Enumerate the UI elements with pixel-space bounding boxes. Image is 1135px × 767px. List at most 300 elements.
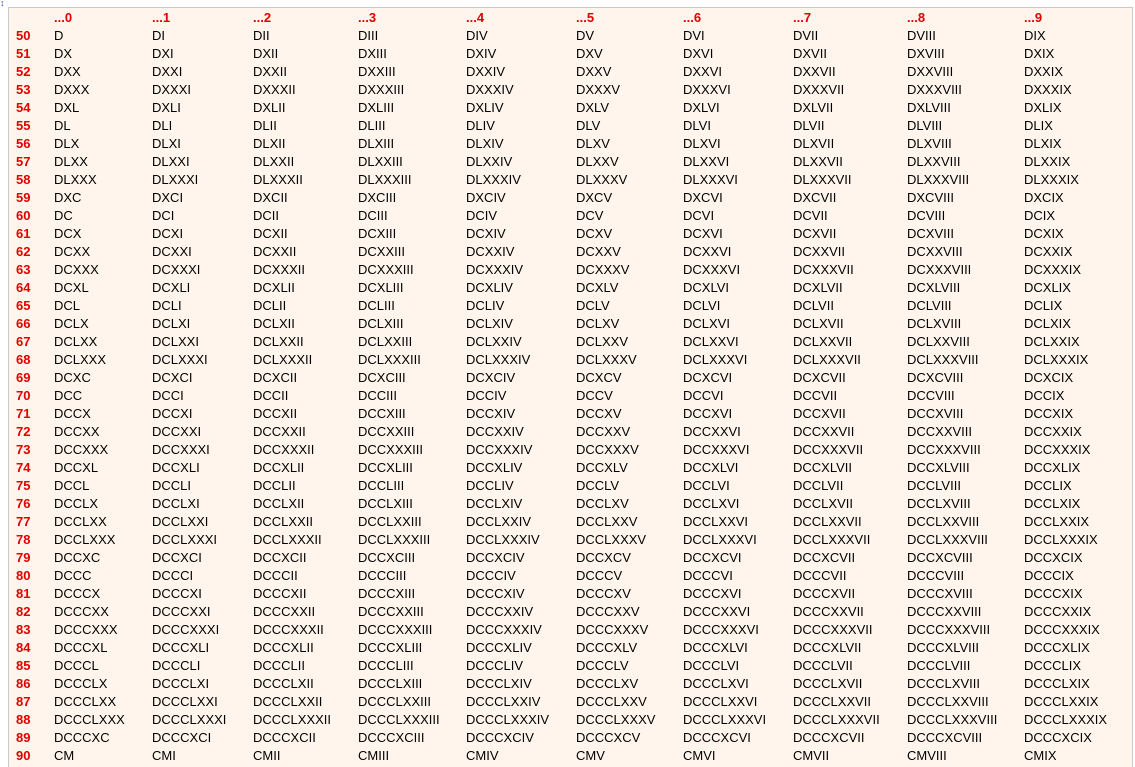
roman-numeral-cell: DXXV	[576, 64, 612, 79]
roman-numeral-cell: DXCVIII	[907, 190, 954, 205]
table-row	[9, 405, 1122, 423]
roman-numeral-cell: DXLV	[576, 100, 609, 115]
column-header: ...0	[54, 10, 73, 25]
roman-numeral-cell: DVIII	[907, 28, 936, 43]
roman-numeral-cell: DCXXX	[54, 262, 99, 277]
row-header: 82	[16, 604, 31, 619]
roman-numeral-cell: DCXCIII	[358, 370, 406, 385]
roman-numeral-cell: DLXII	[253, 136, 286, 151]
roman-numeral-cell: DCCXXVIII	[907, 424, 973, 439]
row-header: 68	[16, 352, 31, 367]
roman-numeral-cell: DCCCLXVII	[793, 676, 863, 691]
roman-numeral-cell: DCVIII	[907, 208, 946, 223]
roman-numeral-cell: DCCCXCVII	[793, 730, 865, 745]
roman-numeral-cell: DCXIX	[1024, 226, 1064, 241]
roman-numeral-cell: DCCXXXIII	[358, 442, 424, 457]
table-row	[9, 387, 1122, 405]
roman-numeral-cell: DLXI	[152, 136, 181, 151]
roman-numeral-cell: DCLI	[152, 298, 182, 313]
roman-numeral-cell: DCCX	[54, 406, 91, 421]
roman-numeral-cell: DCLXXXII	[253, 352, 313, 367]
roman-numeral-cell: DCCLXVI	[683, 496, 740, 511]
row-header: 63	[16, 262, 31, 277]
roman-numeral-cell: DCCCLXIX	[1024, 676, 1090, 691]
table-row	[9, 693, 1122, 711]
roman-numeral-cell: DCCCLXVIII	[907, 676, 980, 691]
roman-numeral-cell: DCCXIX	[1024, 406, 1074, 421]
roman-numeral-cell: DCCLXXIII	[358, 514, 422, 529]
roman-numeral-cell: DCCCL	[54, 658, 99, 673]
row-header: 83	[16, 622, 31, 637]
table-row	[9, 117, 1122, 135]
roman-numeral-cell: CMV	[576, 748, 605, 763]
roman-numeral-table-panel	[8, 7, 1133, 767]
roman-numeral-cell: DCCCIX	[1024, 568, 1074, 583]
roman-numeral-cell: DCCLXXIX	[1024, 514, 1090, 529]
table-row	[9, 153, 1122, 171]
row-header: 70	[16, 388, 31, 403]
roman-numeral-cell: DCCCXIX	[1024, 586, 1083, 601]
roman-numeral-cell: DCXLIX	[1024, 280, 1071, 295]
roman-numeral-cell: DCXLVIII	[907, 280, 961, 295]
roman-numeral-cell: DCCLXXXIV	[466, 532, 540, 547]
roman-numeral-cell: DII	[253, 28, 270, 43]
roman-numeral-cell: DXXXII	[253, 82, 296, 97]
roman-numeral-cell: DCXLVI	[683, 280, 729, 295]
roman-numeral-cell: DXIII	[358, 46, 387, 61]
roman-numeral-cell: DCCXVI	[683, 406, 733, 421]
roman-numeral-cell: DXXXVIII	[907, 82, 962, 97]
roman-numeral-cell: DCLXXXIII	[358, 352, 421, 367]
roman-numeral-cell: DCCCXVIII	[907, 586, 973, 601]
roman-numeral-cell: DXXXIV	[466, 82, 514, 97]
roman-numeral-cell: DCCCLIX	[1024, 658, 1082, 673]
roman-numeral-cell: DLXXXI	[152, 172, 199, 187]
roman-numeral-cell: DCCI	[152, 388, 184, 403]
row-header: 62	[16, 244, 31, 259]
roman-numeral-cell: DCXLII	[253, 280, 295, 295]
roman-numeral-cell: DCCVI	[683, 388, 724, 403]
roman-numeral-cell: DCCCXLV	[576, 640, 638, 655]
roman-numeral-cell: DCCCXCV	[576, 730, 641, 745]
roman-numeral-cell: DLX	[54, 136, 80, 151]
roman-numeral-cell: DCCXLII	[253, 460, 305, 475]
roman-numeral-cell: DLXV	[576, 136, 610, 151]
roman-numeral-cell: D	[54, 28, 64, 43]
roman-numeral-cell: DCLXXXVII	[793, 352, 861, 367]
roman-numeral-cell: DCCCXXVIII	[907, 604, 982, 619]
table-row	[9, 81, 1122, 99]
roman-numeral-cell: CMIV	[466, 748, 499, 763]
table-row	[9, 639, 1122, 657]
row-header: 74	[16, 460, 31, 475]
roman-numeral-cell: DCLXXI	[152, 334, 199, 349]
roman-numeral-cell: DCCCXLIX	[1024, 640, 1090, 655]
roman-numeral-cell: DCCIV	[466, 388, 507, 403]
roman-numeral-cell: DCCCLXI	[152, 676, 210, 691]
row-header: 85	[16, 658, 31, 673]
roman-numeral-cell: DXXVI	[683, 64, 723, 79]
roman-numeral-cell: DCCCXLVIII	[907, 640, 979, 655]
roman-numeral-cell: DCCLVIII	[907, 478, 961, 493]
roman-numeral-cell: DCLXII	[253, 316, 295, 331]
roman-numeral-cell: DLII	[253, 118, 277, 133]
roman-numeral-cell: DCLXXII	[253, 334, 304, 349]
row-header: 71	[16, 406, 31, 421]
roman-numeral-cell: DCCXXXI	[152, 442, 210, 457]
roman-numeral-cell: DCXCVIII	[907, 370, 964, 385]
roman-numeral-cell: DCLXXXIX	[1024, 352, 1089, 367]
roman-numeral-cell: DCCLXIII	[358, 496, 413, 511]
roman-numeral-cell: DCCXXXVIII	[907, 442, 981, 457]
roman-numeral-cell: DCLXIX	[1024, 316, 1071, 331]
table-row	[9, 603, 1122, 621]
roman-numeral-cell: DCCXL	[54, 460, 99, 475]
roman-numeral-cell: DCCXIV	[466, 406, 516, 421]
roman-numeral-cell: DVI	[683, 28, 705, 43]
roman-numeral-cell: DCCCXXIV	[466, 604, 534, 619]
row-header: 72	[16, 424, 31, 439]
roman-numeral-cell: DXLIV	[466, 100, 504, 115]
roman-numeral-cell: DCCLXVII	[793, 496, 853, 511]
roman-numeral-cell: DXCV	[576, 190, 613, 205]
row-header: 86	[16, 676, 31, 691]
roman-numeral-cell: DCCCLX	[54, 676, 108, 691]
roman-numeral-cell: DCCCXXIX	[1024, 604, 1092, 619]
roman-numeral-cell: DCLXXXVI	[683, 352, 748, 367]
table-row	[9, 27, 1122, 45]
roman-numeral-cell: DCCCXLII	[253, 640, 314, 655]
roman-numeral-cell: DCCXLIV	[466, 460, 523, 475]
roman-numeral-cell: DCCCLV	[576, 658, 629, 673]
row-header: 79	[16, 550, 31, 565]
table-row	[9, 423, 1122, 441]
table-row	[9, 243, 1122, 261]
column-header: ...7	[793, 10, 812, 25]
roman-numeral-cell: DCCXXIX	[1024, 424, 1082, 439]
table-row	[9, 135, 1122, 153]
roman-numeral-cell: DCCCLXIII	[358, 676, 423, 691]
roman-numeral-cell: DXXXIII	[358, 82, 405, 97]
roman-numeral-cell: DV	[576, 28, 595, 43]
roman-numeral-cell: DCCXXXIV	[466, 442, 533, 457]
roman-numeral-cell: DCCCXCIX	[1024, 730, 1092, 745]
roman-numeral-cell: DLXX	[54, 154, 88, 169]
roman-numeral-cell: DCCXIII	[358, 406, 406, 421]
roman-numeral-cell: DCXL	[54, 280, 89, 295]
roman-numeral-cell: DCCCXXII	[253, 604, 316, 619]
roman-numeral-cell: DXCIX	[1024, 190, 1064, 205]
roman-numeral-cell: DCCLXXIV	[466, 514, 532, 529]
roman-numeral-cell: DCCLXXXIX	[1024, 532, 1098, 547]
roman-numeral-cell: DCLXVI	[683, 316, 730, 331]
roman-numeral-cell: DCCCLII	[253, 658, 306, 673]
roman-numeral-cell: DCCCLXXXIV	[466, 712, 550, 727]
roman-numeral-cell: DCCLXIV	[466, 496, 523, 511]
roman-numeral-cell: DIV	[466, 28, 488, 43]
table-row	[9, 261, 1122, 279]
table-row	[9, 513, 1122, 531]
column-header: ...6	[683, 10, 702, 25]
roman-numeral-cell: DXXXI	[152, 82, 192, 97]
roman-numeral-cell: DXC	[54, 190, 82, 205]
roman-numeral-cell: DCXCV	[576, 370, 622, 385]
roman-numeral-cell: DCCLXXXV	[576, 532, 647, 547]
table-row	[9, 333, 1122, 351]
row-header: 66	[16, 316, 31, 331]
table-row	[9, 549, 1122, 567]
roman-numeral-cell: DCCCXXVII	[793, 604, 864, 619]
roman-numeral-cell: DCXCII	[253, 370, 298, 385]
roman-numeral-cell: DCCCLVI	[683, 658, 740, 673]
row-header: 52	[16, 64, 31, 79]
roman-numeral-cell: DI	[152, 28, 165, 43]
roman-numeral-cell: DLXVIII	[907, 136, 952, 151]
roman-numeral-cell: DCCCLXXIX	[1024, 694, 1099, 709]
roman-numeral-cell: DXXIV	[466, 64, 506, 79]
roman-numeral-cell: DCCLXXXVII	[793, 532, 871, 547]
roman-numeral-cell: DCXCIX	[1024, 370, 1074, 385]
roman-numeral-cell: CM	[54, 748, 75, 763]
roman-numeral-cell: DCLXXXVIII	[907, 352, 979, 367]
roman-numeral-cell: DCCCLXXVII	[793, 694, 872, 709]
roman-numeral-cell: DCCXXII	[253, 424, 306, 439]
roman-numeral-cell: CMVIII	[907, 748, 947, 763]
roman-numeral-cell: DLXIV	[466, 136, 504, 151]
roman-numeral-cell: DXVIII	[907, 46, 945, 61]
roman-numeral-cell: DCXVII	[793, 226, 837, 241]
roman-numeral-cell: DCCCLXXII	[253, 694, 323, 709]
roman-numeral-cell: DCCCLXIV	[466, 676, 532, 691]
roman-numeral-cell: DCCCXI	[152, 586, 202, 601]
roman-numeral-cell: DCCLXXXVI	[683, 532, 757, 547]
table-row	[9, 495, 1122, 513]
roman-numeral-cell: DCCCXLIV	[466, 640, 532, 655]
roman-numeral-cell: DCXLV	[576, 280, 619, 295]
roman-numeral-cell: DLVII	[793, 118, 825, 133]
row-header: 73	[16, 442, 31, 457]
roman-numeral-cell: DCCXI	[152, 406, 193, 421]
roman-numeral-cell: DCC	[54, 388, 83, 403]
roman-numeral-cell: DXXII	[253, 64, 287, 79]
roman-numeral-cell: DCCCXCIV	[466, 730, 534, 745]
roman-numeral-cell: DCXV	[576, 226, 613, 241]
roman-numeral-cell: DCCLI	[152, 478, 192, 493]
roman-numeral-cell: DCCVIII	[907, 388, 955, 403]
roman-numeral-cell: DIX	[1024, 28, 1046, 43]
roman-numeral-cell: DCCXLIX	[1024, 460, 1081, 475]
roman-numeral-cell: DXXIII	[358, 64, 396, 79]
roman-numeral-cell: DCCCLXXVIII	[907, 694, 989, 709]
roman-numeral-cell: DXIV	[466, 46, 497, 61]
table-row	[9, 315, 1122, 333]
table-row	[9, 45, 1122, 63]
roman-numeral-cell: DCCCLXXXVII	[793, 712, 880, 727]
roman-numeral-cell: DLXXVI	[683, 154, 730, 169]
roman-numeral-cell: DCCXLVII	[793, 460, 852, 475]
roman-numeral-cell: DXIX	[1024, 46, 1055, 61]
row-header: 55	[16, 118, 31, 133]
roman-numeral-cell: DXXIX	[1024, 64, 1064, 79]
roman-numeral-cell: DCCCXXXVI	[683, 622, 759, 637]
roman-numeral-cell: DCXC	[54, 370, 91, 385]
roman-numeral-cell: DCCCXXXIII	[358, 622, 433, 637]
roman-numeral-cell: DXLVIII	[907, 100, 951, 115]
roman-numeral-cell: DCLVIII	[907, 298, 952, 313]
roman-numeral-cell: DXVII	[793, 46, 827, 61]
roman-numeral-cell: DIII	[358, 28, 379, 43]
roman-numeral-cell: DCCLXXI	[152, 514, 209, 529]
roman-numeral-cell: DCLVII	[793, 298, 834, 313]
roman-numeral-cell: DCCII	[253, 388, 289, 403]
table-row	[9, 207, 1122, 225]
roman-numeral-cell: DCLXIV	[466, 316, 513, 331]
roman-numeral-cell: DCCCLVIII	[907, 658, 971, 673]
roman-numeral-cell: DCCV	[576, 388, 613, 403]
roman-numeral-cell: DCCLXXX	[54, 532, 116, 547]
roman-numeral-cell: DCXXXIX	[1024, 262, 1082, 277]
roman-numeral-cell: DXXXVII	[793, 82, 845, 97]
roman-numeral-cell: DCII	[253, 208, 279, 223]
roman-numeral-cell: DCCCXXXIV	[466, 622, 542, 637]
roman-numeral-cell: DCXXV	[576, 244, 621, 259]
roman-numeral-cell: DCXI	[152, 226, 184, 241]
roman-numeral-cell: DCLXXIV	[466, 334, 522, 349]
roman-numeral-cell: DCCCLXXXII	[253, 712, 332, 727]
table-body	[9, 27, 1122, 765]
roman-numeral-cell: DLXXXIII	[358, 172, 412, 187]
roman-numeral-cell: DCCXXVII	[793, 424, 855, 439]
roman-numeral-cell: DCCCVI	[683, 568, 733, 583]
roman-numeral-cell: DLXXX	[54, 172, 97, 187]
roman-numeral-cell: DCCCXII	[253, 586, 307, 601]
roman-numeral-cell: DCXXIV	[466, 244, 515, 259]
roman-numeral-cell: DLXXII	[253, 154, 295, 169]
roman-numeral-cell: DXLII	[253, 100, 286, 115]
roman-numeral-cell: DLXXIX	[1024, 154, 1071, 169]
roman-numeral-cell: DLXVII	[793, 136, 835, 151]
roman-numeral-cell: DCCCIV	[466, 568, 516, 583]
roman-numeral-cell: DCCCLXXIV	[466, 694, 541, 709]
roman-numeral-cell: DCCC	[54, 568, 92, 583]
roman-numeral-cell: DCLXXIII	[358, 334, 413, 349]
roman-numeral-cell: DCCCXXI	[152, 604, 211, 619]
roman-numeral-cell: DCXXXII	[253, 262, 306, 277]
roman-numeral-cell: DCCCI	[152, 568, 194, 583]
roman-numeral-cell: DCCCXXXII	[253, 622, 324, 637]
roman-numeral-cell: CMII	[253, 748, 281, 763]
roman-numeral-cell: DCCLXXVI	[683, 514, 749, 529]
roman-numeral-cell: DCCLXI	[152, 496, 200, 511]
row-header: 75	[16, 478, 31, 493]
table-row	[9, 189, 1122, 207]
roman-numeral-cell: DLXXIII	[358, 154, 403, 169]
roman-numeral-cell: DCLXI	[152, 316, 191, 331]
roman-numeral-cell: DCLIV	[466, 298, 505, 313]
roman-numeral-cell: DXV	[576, 46, 603, 61]
roman-numeral-cell: DXLVI	[683, 100, 720, 115]
roman-numeral-cell: DCCLXXV	[576, 514, 638, 529]
row-header: 61	[16, 226, 31, 241]
roman-numeral-cell: DCLXXXI	[152, 352, 208, 367]
table-row	[9, 279, 1122, 297]
roman-numeral-table	[9, 9, 1122, 765]
roman-numeral-cell: DCCXCVIII	[907, 550, 973, 565]
roman-numeral-cell: DCV	[576, 208, 604, 223]
roman-numeral-cell: DXXX	[54, 82, 90, 97]
roman-numeral-cell: DCCCXXXVIII	[907, 622, 991, 637]
row-header: 65	[16, 298, 31, 313]
roman-numeral-cell: DCXLVII	[793, 280, 843, 295]
roman-numeral-cell: DXCI	[152, 190, 184, 205]
roman-numeral-cell: DCCCXIV	[466, 586, 525, 601]
roman-numeral-cell: DCCXII	[253, 406, 298, 421]
roman-numeral-cell: DCCXCI	[152, 550, 202, 565]
roman-numeral-cell: DCCCXLVII	[793, 640, 862, 655]
roman-numeral-cell: DCCCV	[576, 568, 623, 583]
roman-numeral-cell: DCXXXVIII	[907, 262, 972, 277]
roman-numeral-cell: DCCCXXXV	[576, 622, 649, 637]
roman-numeral-cell: DXCVII	[793, 190, 837, 205]
roman-numeral-cell: DCCLXIX	[1024, 496, 1081, 511]
roman-numeral-cell: DLXXXV	[576, 172, 628, 187]
row-header: 64	[16, 280, 31, 295]
roman-numeral-cell: DCXLIII	[358, 280, 404, 295]
roman-numeral-cell: DCCXXIV	[466, 424, 524, 439]
roman-numeral-cell: DLXXXVII	[793, 172, 852, 187]
row-header: 59	[16, 190, 31, 205]
roman-numeral-cell: DCCCLI	[152, 658, 201, 673]
roman-numeral-cell: DLV	[576, 118, 601, 133]
roman-numeral-cell: DCLXIII	[358, 316, 404, 331]
roman-numeral-cell: DLXXXVIII	[907, 172, 970, 187]
table-row	[9, 729, 1122, 747]
roman-numeral-cell: DCCXCVII	[793, 550, 856, 565]
roman-numeral-cell: DCXCI	[152, 370, 193, 385]
roman-numeral-cell: DCCXXXV	[576, 442, 639, 457]
roman-numeral-cell: DXXVIII	[907, 64, 954, 79]
roman-numeral-cell: DCXXIII	[358, 244, 405, 259]
roman-numeral-cell: DCCCXXV	[576, 604, 640, 619]
roman-numeral-cell: DCCCLIII	[358, 658, 414, 673]
roman-numeral-cell: DCCLXXII	[253, 514, 313, 529]
table-row	[9, 459, 1122, 477]
roman-numeral-cell: DCCCXL	[54, 640, 108, 655]
roman-numeral-cell: DCCVII	[793, 388, 838, 403]
roman-numeral-cell: DCCCXIII	[358, 586, 416, 601]
roman-numeral-cell: DCCLX	[54, 496, 99, 511]
roman-numeral-cell: DCCCLIV	[466, 658, 524, 673]
roman-numeral-cell: DCCCXX	[54, 604, 109, 619]
roman-numeral-cell: DXX	[54, 64, 81, 79]
roman-numeral-cell: DCCCLXII	[253, 676, 314, 691]
roman-numeral-cell: DCLXXVIII	[907, 334, 970, 349]
row-header: 50	[16, 28, 31, 43]
roman-numeral-cell: DCCCXVII	[793, 586, 856, 601]
roman-numeral-cell: DCIII	[358, 208, 388, 223]
roman-numeral-cell: DLXIX	[1024, 136, 1062, 151]
roman-numeral-cell: DCXLI	[152, 280, 191, 295]
roman-numeral-cell: DCCCXVI	[683, 586, 742, 601]
roman-numeral-cell: DCCXXXII	[253, 442, 315, 457]
roman-numeral-cell: DCCXLI	[152, 460, 200, 475]
roman-numeral-cell: DCCLXVIII	[907, 496, 971, 511]
roman-numeral-cell: DXCIV	[466, 190, 506, 205]
roman-numeral-cell: DCCXLV	[576, 460, 628, 475]
roman-numeral-cell: DXXVII	[793, 64, 836, 79]
roman-numeral-cell: DLXXVII	[793, 154, 843, 169]
table-row	[9, 531, 1122, 549]
